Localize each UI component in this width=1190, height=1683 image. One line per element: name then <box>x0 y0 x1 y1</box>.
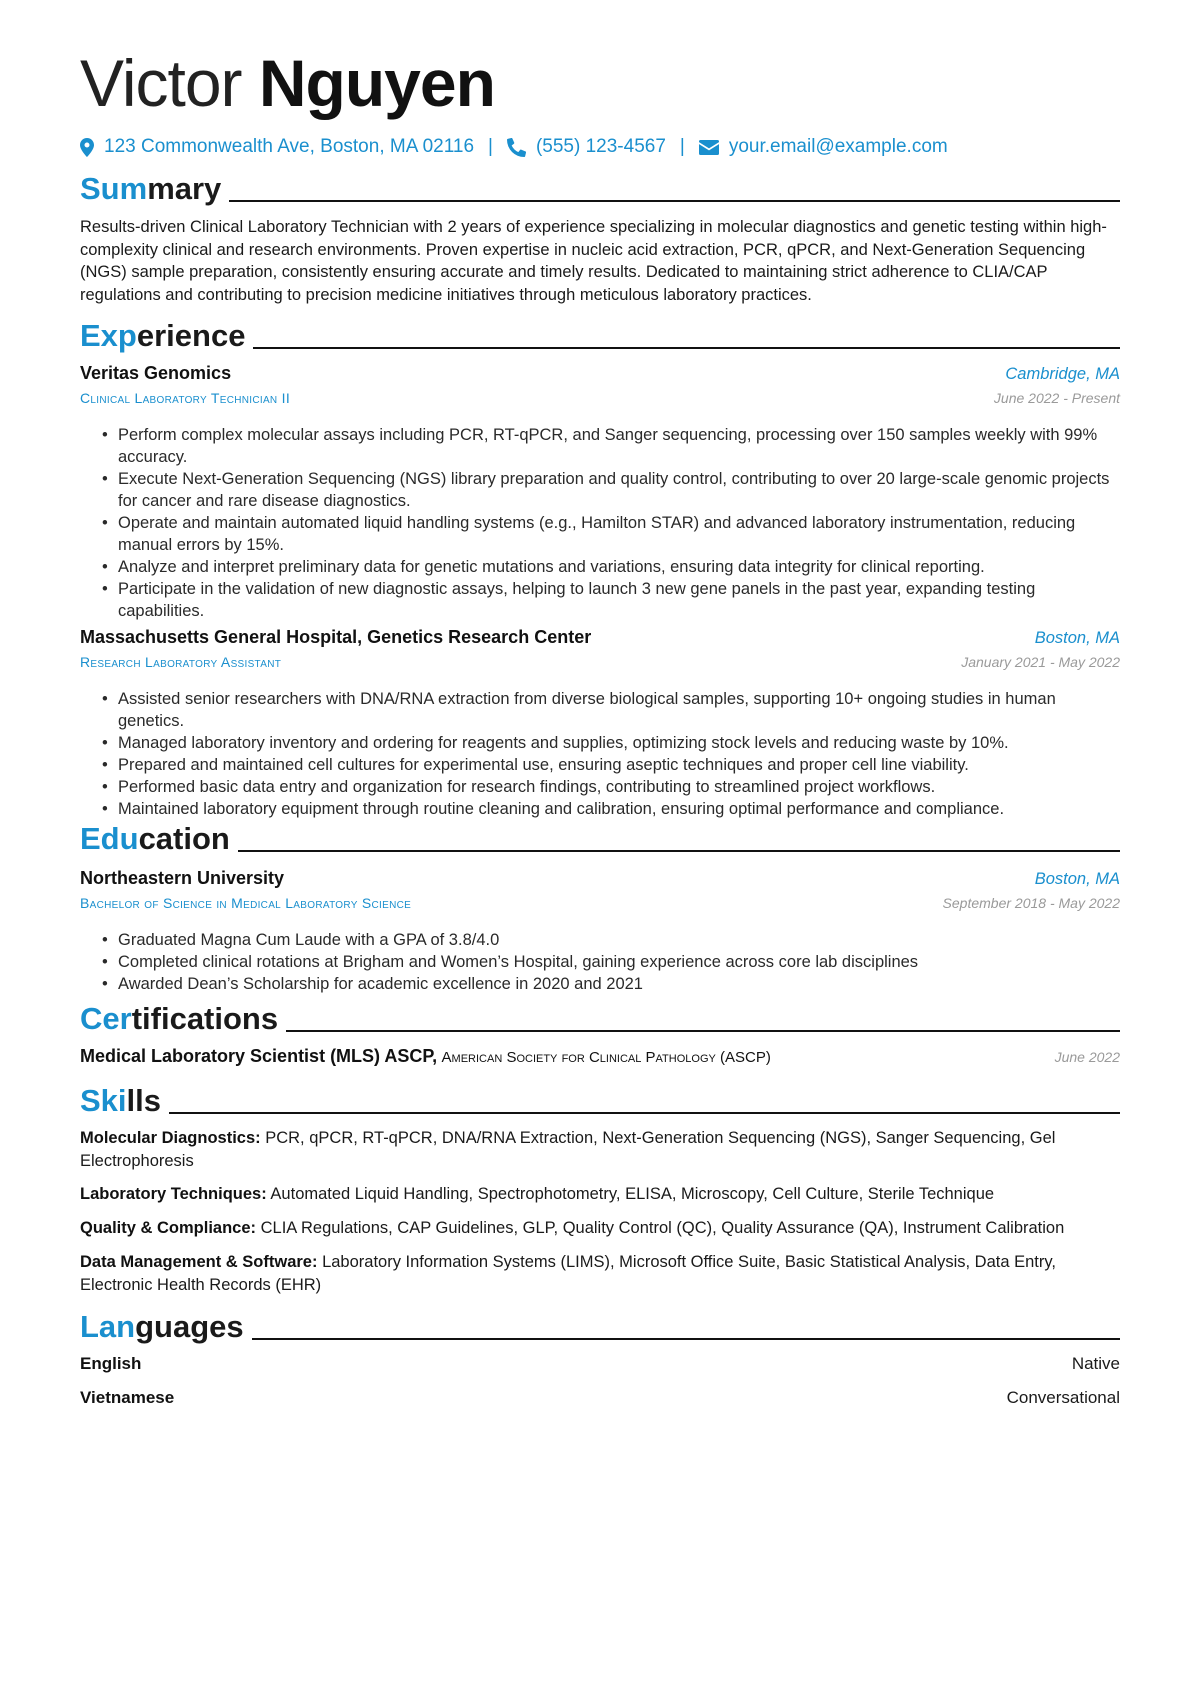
phone-item <box>507 136 666 158</box>
certification-name: Medical Laboratory Scientist (MLS) ASCP <box>80 1046 433 1066</box>
job-location: Cambridge, MA <box>1005 365 1120 383</box>
list-item: • Managed laboratory inventory and ordering for reagents and supplies, optimizing stock levels and reducing waste by 10%. <box>80 732 1110 754</box>
employer-name: Veritas Genomics <box>80 363 232 383</box>
contact-line <box>80 132 948 162</box>
first-name: Victor <box>80 46 242 120</box>
skill-row <box>80 1217 1120 1240</box>
list-item: • Performed basic data entry and organization for research findings, contributing to streamlined project workflows. <box>80 776 1110 798</box>
list-item: • Awarded Dean’s Scholarship for academic excellence in 2020 and 2021 <box>80 973 1110 995</box>
skill-value: PCR, qPCR, RT-qPCR, DNA/RNA Extraction, Next-Generation Sequencing (NGS), Sanger Sequencing, Gel Electrophoresis <box>80 1129 1056 1170</box>
job-header <box>80 627 1120 648</box>
phone-text: (555) 123-4567 <box>535 136 666 157</box>
skill-row <box>80 1183 1120 1206</box>
section-title: Languages <box>80 1309 244 1344</box>
skill-value: CLIA Regulations, CAP Guidelines, GLP, Quality Control (QC), Quality Assurance (QA), Instrument Calibration <box>260 1219 1065 1237</box>
language-row <box>80 1388 1120 1408</box>
email-link[interactable]: your.email@example.com <box>728 136 948 157</box>
job-title: Clinical Laboratory Technician II <box>80 390 291 406</box>
section-title: Skills <box>80 1083 161 1118</box>
certification-row <box>80 1046 1120 1067</box>
language-level: Conversational <box>1006 1388 1120 1407</box>
education-bullets <box>80 929 1110 995</box>
section-rule <box>169 1112 1120 1114</box>
school-location: Boston, MA <box>1034 870 1120 888</box>
list-item: • Perform complex molecular assays including PCR, RT-qPCR, and Sanger sequencing, processing over 150 samples weekly with 99% accuracy. <box>80 424 1110 468</box>
language-row <box>80 1354 1120 1374</box>
address-text: 123 Commonwealth Ave, Boston, MA 02116 <box>104 136 475 157</box>
list-item: • Participate in the validation of new diagnostic assays, helping to launch 3 new gene panels in the past year, expanding testing capabilities. <box>80 578 1110 622</box>
education-header <box>80 868 1120 889</box>
job-bullets <box>80 424 1110 622</box>
certifications-heading <box>80 998 1120 1038</box>
job-location: Boston, MA <box>1034 629 1120 647</box>
list-item: • Graduated Magna Cum Laude with a GPA of 3.8/4.0 <box>80 929 1110 951</box>
skill-row <box>80 1127 1120 1172</box>
job-subheader <box>80 654 1120 670</box>
job-title: Research Laboratory Assistant <box>80 654 282 670</box>
envelope-icon <box>699 140 719 155</box>
contact-separator: | <box>488 136 493 157</box>
job-dates: January 2021 - May 2022 <box>961 654 1120 670</box>
list-item: • Prepared and maintained cell cultures for experimental use, ensuring aseptic techniques and proper cell line viability. <box>80 754 1110 776</box>
certification-entry: Medical Laboratory Scientist (MLS) ASCP, American Society for Clinical Pathology (ASCP) <box>80 1046 771 1066</box>
language-level: Native <box>1071 1354 1120 1373</box>
section-title: Certifications <box>80 1001 279 1036</box>
contact-separator: | <box>679 136 685 157</box>
skill-label: Quality & Compliance: <box>80 1219 257 1237</box>
list-item: • Assisted senior researchers with DNA/RNA extraction from diverse biological samples, supporting 10+ ongoing studies in human genetics. <box>80 688 1110 732</box>
section-title: Summary <box>80 171 222 206</box>
list-item: • Operate and maintain automated liquid handling systems (e.g., Hamilton STAR) and advanced laboratory instrumentation, reducing manual errors by 15%. <box>80 512 1110 556</box>
certification-date: June 2022 <box>1054 1049 1120 1065</box>
section-rule <box>229 200 1120 202</box>
section-rule <box>252 1338 1120 1340</box>
candidate-name <box>80 38 495 128</box>
section-rule <box>286 1030 1120 1032</box>
section-rule <box>238 850 1120 852</box>
job-dates: June 2022 - Present <box>993 390 1120 406</box>
list-item: • Analyze and interpret preliminary data for genetic mutations and variations, ensuring data integrity for clinical reporting. <box>80 556 1110 578</box>
list-item: • Execute Next-Generation Sequencing (NGS) library preparation and quality control, contributing to over 20 large-scale genomic projects for cancer and rare disease diagnostics. <box>80 468 1110 512</box>
skill-value: Laboratory Information Systems (LIMS), Microsoft Office Suite, Basic Statistical Analysis, Data Entry, Electronic Health Records (EHR) <box>80 1253 1056 1294</box>
skill-label: Laboratory Techniques: <box>80 1185 267 1203</box>
section-title: Education <box>80 821 230 856</box>
certification-issuer: American Society for Clinical Pathology (ASCP) <box>441 1049 771 1066</box>
education-heading <box>80 818 1120 858</box>
language-name: Vietnamese <box>80 1388 175 1407</box>
phone-icon <box>507 138 526 157</box>
job-subheader <box>80 390 1120 406</box>
skill-value: Automated Liquid Handling, Spectrophotometry, ELISA, Microscopy, Cell Culture, Sterile Technique <box>270 1185 995 1203</box>
list-item: • Maintained laboratory equipment through routine cleaning and calibration, ensuring optimal performance and compliance. <box>80 798 1110 820</box>
language-name: English <box>80 1354 142 1373</box>
skill-label: Data Management & Software: <box>80 1253 318 1271</box>
skill-label: Molecular Diagnostics: <box>80 1129 261 1147</box>
education-dates: September 2018 - May 2022 <box>942 895 1120 911</box>
summary-heading <box>80 168 1120 208</box>
skill-row <box>80 1251 1120 1296</box>
languages-heading <box>80 1306 1120 1346</box>
section-title: Experience <box>80 318 246 353</box>
skills-heading <box>80 1080 1120 1120</box>
address-item <box>80 136 474 158</box>
education-subheader <box>80 895 1120 911</box>
school-name: Northeastern University <box>80 868 285 888</box>
employer-name: Massachusetts General Hospital, Genetics Research Center <box>80 627 592 647</box>
degree-title: Bachelor of Science in Medical Laboratory Science <box>80 895 412 911</box>
job-bullets <box>80 688 1110 820</box>
summary-text: Results-driven Clinical Laboratory Technician with 2 years of experience specializing in molecular diagnostics and genetic testing within high-complexity clinical and research environments. Proven expertise in nucleic acid extraction, PCR, qPCR, and Next-Generation Sequencing (NGS) sample preparation, consistently ensuring accurate and timely results. Dedicated to maintaining strict adherence to CLIA/CAP regulations and contributing to precision medicine initiatives through meticulous laboratory practices. <box>80 218 1107 304</box>
map-marker-icon <box>80 138 94 157</box>
email-item[interactable] <box>699 136 948 158</box>
job-header <box>80 363 1120 384</box>
last-name: Nguyen <box>258 46 495 120</box>
list-item: • Completed clinical rotations at Brigham and Women’s Hospital, gaining experience across core lab disciplines <box>80 951 1110 973</box>
section-rule <box>253 347 1120 349</box>
experience-heading <box>80 315 1120 355</box>
